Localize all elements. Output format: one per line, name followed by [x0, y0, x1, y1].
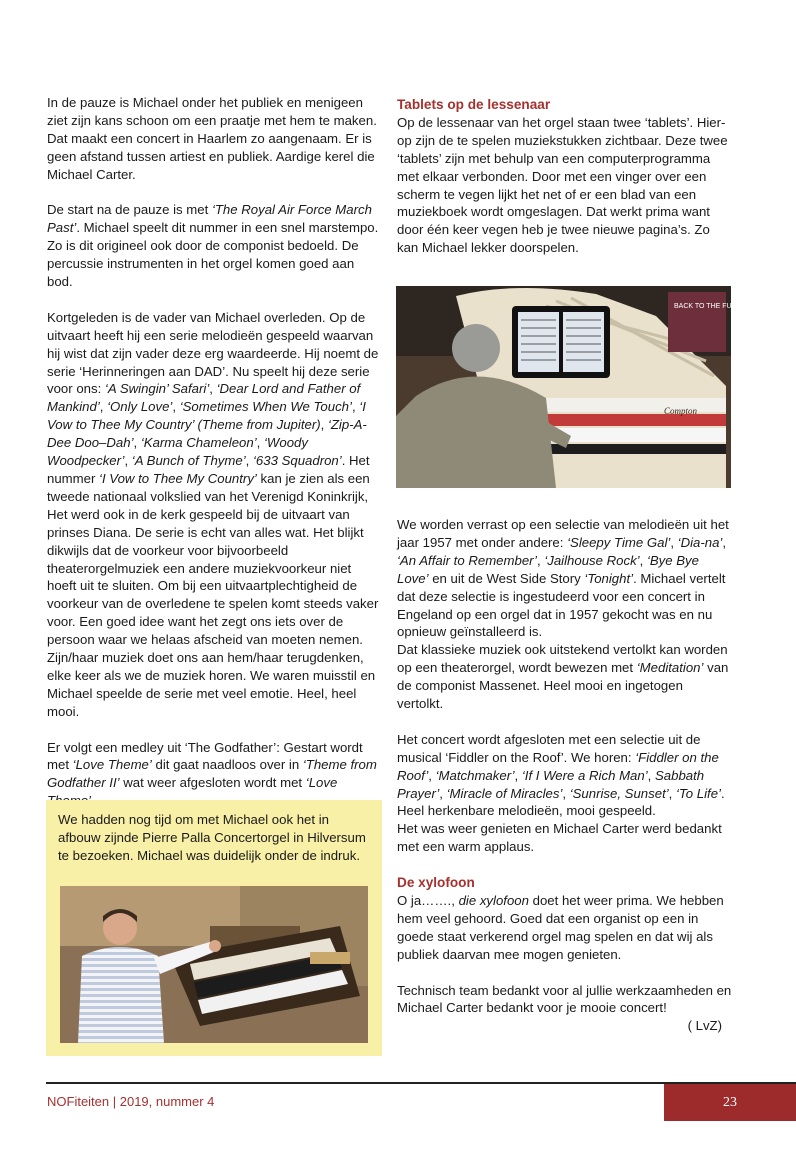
text-run: , [256, 435, 264, 451]
text-run: , [172, 399, 180, 415]
italic-title-run: ‘To Life’ [676, 785, 721, 801]
text-run: , [639, 552, 647, 568]
italic-title-run: ‘An Affair to Remember’ [397, 552, 537, 568]
text-run: , [245, 453, 253, 469]
paragraph-tablets: Op de lessenaar van het orgel staan twee ‘tablets’. Hier-op zijn de te spelen muziekstukken zichtbaar. Deze twee ‘tablets’ zijn met behulp van een computerprogramma met elkaar verbonden. Door met een vinger over een scherm te vegen lijkt het net of er een blad van een muziekboek wordt omgeslagen. Dat werkt prima want door één keer vegen heb je twee nieuwe pagina’s. Zo kan Michael lekker doorspelen. [397, 114, 728, 256]
italic-title-run: Sabbath Prayer’ [397, 767, 705, 801]
text-run: , [668, 785, 676, 801]
text-run: en uit de West Side Story [428, 570, 585, 586]
heading-xylofoon: De xylofoon [397, 875, 475, 891]
italic-title-run: ‘Bye Bye Love’ [397, 552, 699, 586]
italic-title-run: ‘Woody Woodpecker’ [47, 435, 308, 469]
left-column [47, 94, 383, 810]
italic-title-run: ‘Jailhouse Rock’ [544, 552, 640, 568]
text-run: , [209, 381, 217, 397]
text-run: , [722, 534, 727, 550]
text-run: , [536, 552, 545, 568]
text-run: . Michael vertelt dat deze selectie is ingestudeerd voor een concert in Engeland op een orgel dat in 1957 gekocht was en nu opnieuw geïnstalleerd is. [397, 570, 726, 640]
text-run: Kortgeleden is de vader van Michael overleden. Op de uitvaart heeft hij een serie melodieën gespeeld waarvan hij wist dat zijn vader deze erg waardeerde. Hij noemt de serie ‘Herinneringen aan DAD’. Nu speelt hij deze serie voor ons: [47, 309, 379, 397]
text-run: dit gaat naadloos over in [151, 757, 303, 773]
text-run: , [99, 399, 108, 415]
text-run: , [428, 767, 436, 783]
italic-title-run: ‘I Vow to Thee My Country’ (Theme from Jupiter) [47, 399, 366, 433]
italic-title-run: die xylofoon [458, 893, 529, 908]
italic-title-run: ‘Only Love’ [107, 399, 173, 415]
italic-title-run: ‘Zip-A-Dee Doo–Dah’ [47, 417, 367, 451]
italic-title-run: ‘Love Theme’ [72, 757, 152, 773]
author-signature: ( LvZ) [687, 1018, 722, 1034]
footer-publication: NOFiteiten | 2019, nummer 4 [47, 1094, 215, 1109]
text-run: . Het nummer [47, 453, 370, 486]
italic-title-run: ‘Karma Chameleon’ [140, 435, 257, 451]
paragraph-xylofoon [397, 892, 732, 964]
italic-title-run: ‘Theme from Godfather II’ [47, 757, 377, 791]
organ-photo-illustration [396, 286, 751, 488]
italic-title-run: ‘Dear Lord and Father of Mankind’ [47, 381, 361, 415]
italic-title-run: ‘Matchmaker’ [435, 767, 515, 783]
paragraph-meditation [397, 641, 732, 713]
italic-title-run: ‘Sometimes When We Touch’ [179, 399, 352, 415]
italic-title-run: ‘Sunrise, Sunset’ [569, 785, 669, 801]
italic-title-run: ‘Meditation’ [636, 660, 704, 676]
paragraph-raf-march [47, 201, 383, 291]
info-box-text: We hadden nog tijd om met Michael ook het in afbouw zijnde Pierre Palla Concertorgel in Hilversum te bezoeken. Michael was duidelijk onder de indruk. [58, 812, 366, 863]
italic-title-run: ‘The Royal Air Force March Past’ [47, 202, 372, 236]
text-run: wat weer afgesloten wordt met [119, 775, 306, 791]
text-run: . [720, 785, 725, 801]
text-run: , [562, 785, 570, 801]
text-run: O ja……., [397, 893, 459, 908]
text-run: van de componist Massenet. Heel mooi en ingetogen vertolkt. [397, 660, 729, 712]
paragraph-thanks: Technisch team bedankt voor al jullie werkzaamheden en Michael Carter bedankt voor je mooie concert! [397, 982, 732, 1016]
michael-at-organ-photo [60, 886, 368, 1043]
compton-badge: Compton [664, 406, 698, 416]
text-run: , [133, 435, 141, 451]
text-run: , [124, 453, 132, 469]
paragraph-pause: In de pauze is Michael onder het publiek en menigeen ziet zijn kans schoon om een praatje met hem te maken. Dat maakt een concert in Haarlem zo aangenaam. Er is geen afstand tussen artiest en publiek. Aardige kerel die Michael Carter. [47, 95, 377, 182]
italic-title-run: ‘633 Squadron’ [252, 453, 342, 469]
text-run: , [320, 417, 328, 433]
poster-text: BACK TO THE FUTURE [674, 303, 751, 310]
page-number: 23 [664, 1084, 796, 1121]
italic-title-run: ‘Sleepy Time Gal’ [567, 534, 671, 550]
italic-title-run: ‘Love [305, 775, 338, 791]
paragraph-father-tribute [47, 309, 383, 721]
italic-title-run: ‘If I Were a Rich Man’ [521, 767, 648, 783]
paragraph-recognizable: Heel herkenbare melodieën, mooi gespeeld. [397, 803, 656, 819]
michael-photo-illustration [60, 886, 368, 1043]
right-column [397, 96, 732, 257]
italic-title-run: ‘I Vow to Thee My Country’ [99, 471, 257, 486]
italic-title-run: ‘Dia-na’ [677, 534, 723, 550]
italic-title-run: ‘A Swingin’ Safari’ [104, 381, 210, 397]
text-run: doet het weer prima. We hebben hem veel gehoord. Goed dat een organist op een in goede staat verkerend orgel mag spelen en dat wij als publiek daarvan mee mogen genieten. [397, 893, 724, 962]
right-column-lower [397, 516, 732, 1035]
paragraph-applause: Het was weer genieten en Michael Carter werd bedankt met een warm applaus. [397, 821, 722, 855]
heading-tablets: Tablets op de lessenaar [397, 97, 551, 112]
info-box [46, 800, 382, 1056]
paragraph-1957-selection [397, 516, 732, 641]
text-run: , [439, 785, 447, 801]
text-run: , [514, 767, 522, 783]
text-run: , [670, 534, 678, 550]
italic-title-run: ‘A Bunch of Thyme’ [131, 453, 246, 469]
italic-title-run: ‘Tonight’ [584, 570, 634, 586]
text-run: , [647, 767, 655, 783]
text-run: Het concert wordt afgesloten met een selectie uit de musical ‘Fiddler on the Roof’. We horen: [397, 731, 701, 765]
organ-tablets-photo [396, 286, 751, 488]
text-run: Dat klassieke muziek ook uitstekend vertolkt kan worden op een theaterorgel, wordt bewezen met [397, 642, 728, 676]
paragraph-fiddler [397, 731, 732, 803]
italic-title-run: ‘Miracle of Miracles’ [446, 785, 563, 801]
text-run: , [351, 399, 360, 415]
text-run: kan je zien als een tweede nationaal volkslied van het Verenigd Koninkrijk, Het werd ook in de kerk gespeeld bij de uitvaart van prinses Diana. De serie is echt van alles wat. Het blijkt dikwijls dat de voorkeur voor bijvoorbeeld theaterorgelmuziek een andere muziekvoorkeur niet hoeft uit te sluiten. Om bij een uitvaartplechtigheid de voorkeur van de overledene te spelen komt steeds vaker voor. Een goed idee want het zegt ons iets over de persoon waar we helaas afscheid van moeten nemen. Zijn/haar muziek doet ons aan hem/haar terugdenken, elke keer als we de muziek horen. We waren muisstil en Michael speelde de serie met veel emotie. Heel, heel mooi. [47, 471, 379, 719]
text-run: De start na de pauze is met [47, 202, 212, 218]
text-run: We worden verrast op een selectie van melodieën uit het jaar 1957 met onder andere: [397, 517, 729, 550]
italic-title-run: ‘Fiddler on the Roof’ [397, 749, 719, 783]
text-run: Er volgt een medley uit ‘The Godfather’: Gestart wordt met [47, 739, 363, 773]
text-run: . Michael speelt dit nummer in een snel marstempo. Zo is dit origineel ook door de componist bedoeld. De percussie instrumenten in het orgel komen goed aan bod. [47, 220, 379, 290]
